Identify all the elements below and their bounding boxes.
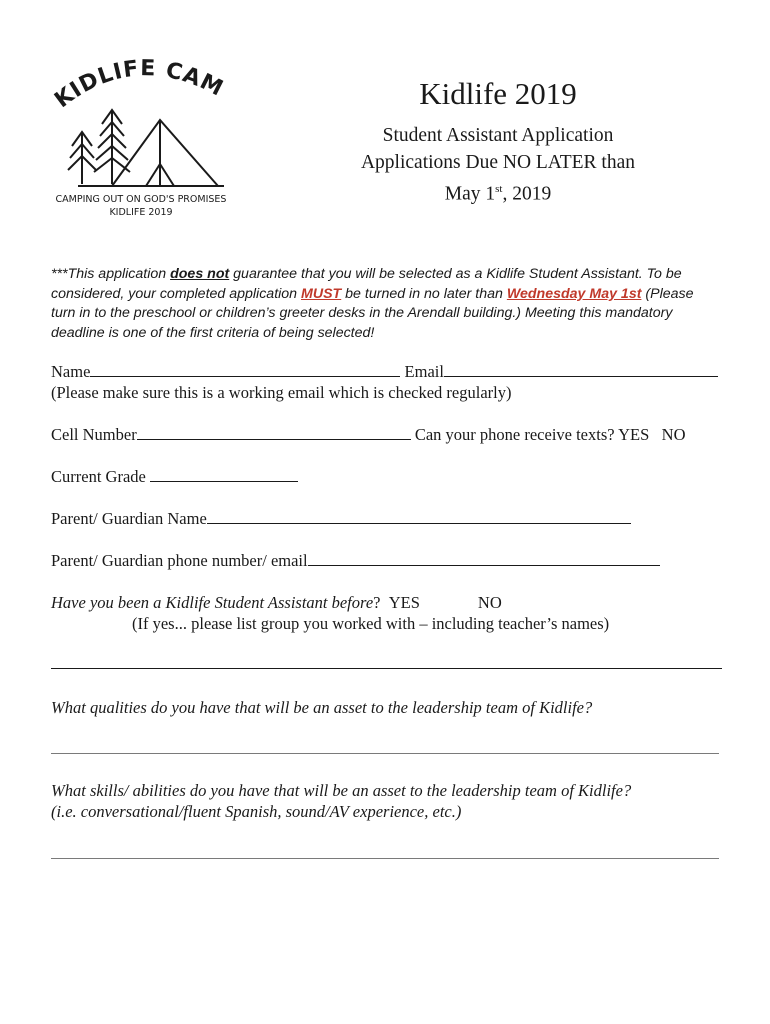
campout-logo-graphic xyxy=(48,52,233,222)
notice-text-1: ***This application xyxy=(51,266,171,282)
due-date-main: May 1 xyxy=(444,183,496,205)
texts-no-option[interactable]: NO xyxy=(661,425,686,444)
logo-arc-text: KIDLIFE CAM xyxy=(50,56,228,114)
page-title: Kidlife 2019 xyxy=(419,76,577,111)
email-label: Email xyxy=(404,362,444,381)
due-date-suffix: st xyxy=(495,183,503,195)
name-email-row xyxy=(51,362,718,382)
due-date xyxy=(320,176,676,208)
guardian-name-label: Parent/ Guardian Name xyxy=(51,509,207,528)
previous-groups-answer-line[interactable] xyxy=(51,668,722,669)
guardian-phone-row xyxy=(51,551,660,571)
grade-label: Current Grade xyxy=(51,467,146,486)
previous-no-option[interactable]: NO xyxy=(477,593,502,612)
grade-field[interactable] xyxy=(150,468,298,482)
previous-assistant-question: Have you been a Kidlife Student Assistant before xyxy=(51,593,374,612)
name-label: Name xyxy=(51,362,91,381)
svg-text:KIDLIFE CAMPOUT xyxy=(48,52,227,113)
application-notice xyxy=(51,265,721,343)
notice-text-4: (Please turn in to the preschool or children’s greeter desks in the Arendall building.) Meeting this mandatory deadline is one of the first criteria of being selected! xyxy=(51,285,694,341)
title-block xyxy=(320,76,676,208)
kidlife-campout-logo xyxy=(48,52,233,222)
tent-icon xyxy=(78,120,224,186)
previous-assistant-row xyxy=(51,593,502,613)
cell-number-field[interactable] xyxy=(137,426,411,440)
skills-note: (i.e. conversational/fluent Spanish, sound/AV experience, etc.) xyxy=(51,802,462,821)
previous-question-mark: ? xyxy=(373,593,381,612)
due-date-year: , 2019 xyxy=(502,183,552,205)
name-field[interactable] xyxy=(90,363,400,377)
notice-deadline-date: Wednesday May 1st xyxy=(506,285,642,302)
guardian-name-field[interactable] xyxy=(207,510,631,524)
texts-question: Can your phone receive texts? YES xyxy=(414,425,650,444)
qualities-answer-line[interactable] xyxy=(51,753,719,754)
email-note: (Please make sure this is a working email which is checked regularly) xyxy=(51,383,512,402)
page-subtitle: Student Assistant Application xyxy=(382,125,614,146)
skills-answer-line[interactable] xyxy=(51,858,719,859)
guardian-name-row xyxy=(51,509,631,529)
notice-emphasis-does-not: does not xyxy=(170,266,230,282)
guardian-phone-field[interactable] xyxy=(308,552,660,566)
logo-year: KIDLIFE 2019 xyxy=(109,207,173,218)
previous-note: (If yes... please list group you worked with – including teacher’s names) xyxy=(132,614,610,633)
notice-text-3: be turned in no later than xyxy=(341,285,507,302)
previous-yes-option[interactable]: YES xyxy=(388,593,420,612)
due-line: Applications Due NO LATER than xyxy=(360,152,636,173)
skills-question: What skills/ abilities do you have that will be an asset to the leadership team of Kidlife? xyxy=(51,781,632,800)
notice-emphasis-must: MUST xyxy=(301,285,342,302)
cell-row xyxy=(51,425,686,445)
email-field[interactable] xyxy=(444,363,718,377)
notice-text-2: guarantee that you will be selected as a Kidlife Student Assistant. To be considered, your completed application xyxy=(51,266,682,302)
grade-row xyxy=(51,467,298,487)
qualities-question: What qualities do you have that will be an asset to the leadership team of Kidlife? xyxy=(51,698,593,717)
cell-label: Cell Number xyxy=(51,425,137,444)
guardian-phone-label: Parent/ Guardian phone number/ email xyxy=(51,551,308,570)
logo-tagline: CAMPING OUT ON GOD'S PROMISES xyxy=(55,194,227,205)
